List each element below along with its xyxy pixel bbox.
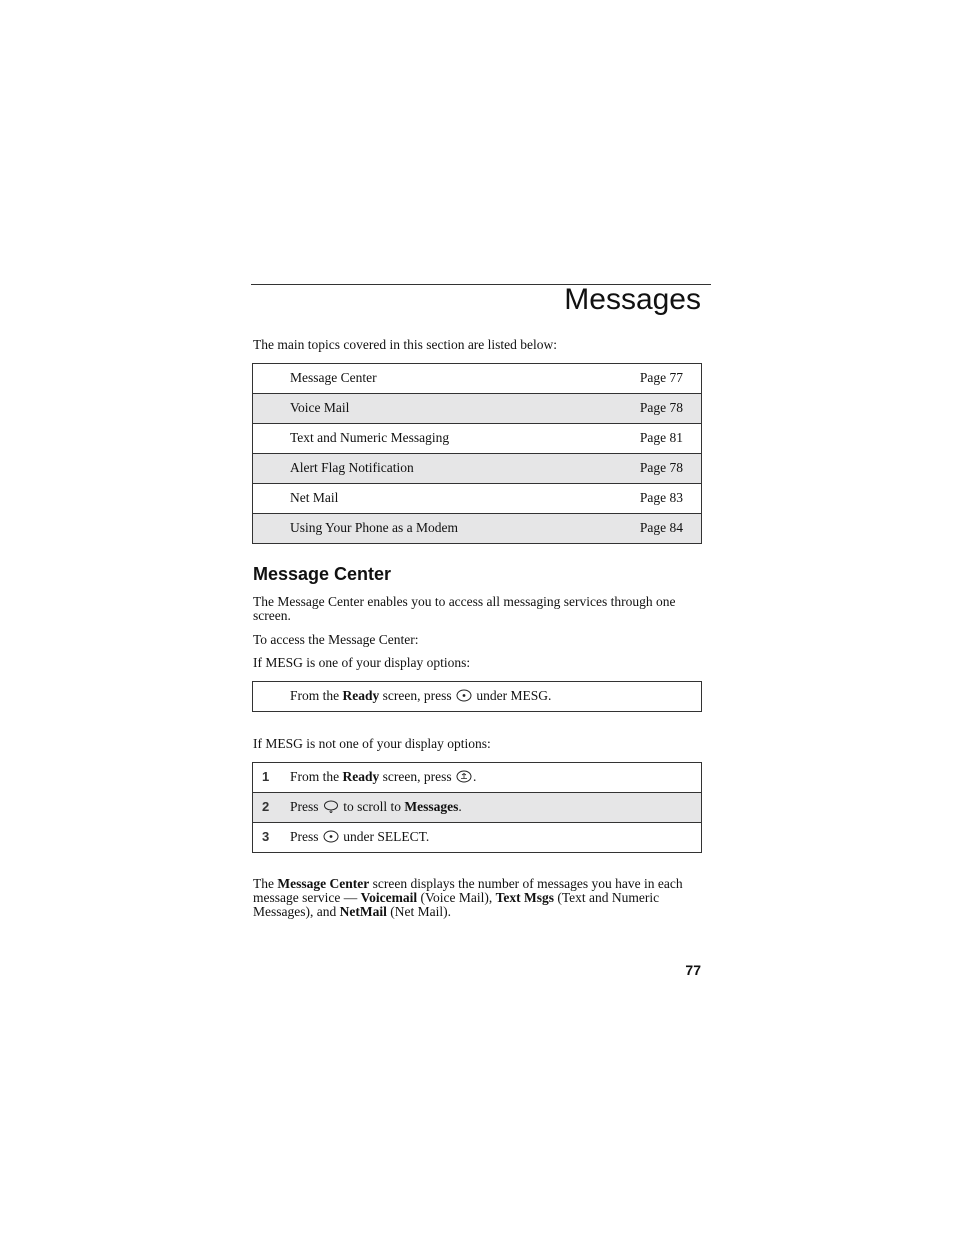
step-text: From the [290,769,343,784]
closing-text: (Text and Numeric Messages), and [253,890,660,919]
mesg-option-box [252,681,702,712]
closing-bold: Text Msgs [495,890,554,905]
topic-row [253,483,701,513]
page-number: 77 [685,962,701,978]
section-para-4: If MESG is not one of your display options: [253,736,491,751]
topic-page: Page 81 [639,430,683,445]
messages-label: Messages [404,799,459,814]
topics-table [252,363,702,544]
ready-screen-label: Ready [342,688,380,703]
step-row [253,763,701,792]
topic-row [253,453,701,483]
topic-row [253,423,701,453]
step-text: screen, press [379,769,455,784]
step-text: to scroll to [339,799,405,814]
instruction-text: From the [290,688,343,703]
ready-screen-label: Ready [342,769,380,784]
chapter-title: Messages [564,283,701,316]
step-number: 2 [262,799,270,814]
step-row [253,822,701,852]
closing-text: (Voice Mail), [417,890,496,905]
step-text: Press [290,829,322,844]
topic-page: Page 78 [639,400,683,415]
intro-text: The main topics covered in this section are listed below: [253,337,558,352]
instruction-row [253,682,701,711]
step-number: 1 [262,769,270,784]
closing-text: (Net Mail). [386,904,451,919]
topic-page: Page 83 [639,490,683,505]
step-text: Press [290,799,322,814]
scroll-key-icon [323,800,339,813]
closing-text: screen displays the number of messages you have in each message service — [253,876,683,905]
steps-table [252,762,702,853]
closing-bold: Voicemail [360,890,418,905]
closing-bold: Message Center [277,876,370,891]
closing-bold: NetMail [339,904,387,919]
topic-page: Page 77 [639,370,683,385]
topic-label: Text and Numeric Messaging [290,430,450,445]
option-key-icon [323,830,339,843]
instruction-text: under MESG. [472,688,552,703]
topic-label: Message Center [290,370,377,385]
step-row [253,792,701,822]
closing-paragraph [253,877,703,919]
topic-label: Alert Flag Notification [290,460,414,475]
step-text: . [472,769,477,784]
topic-row [253,513,701,543]
menu-key-icon [456,770,472,783]
topic-label: Voice Mail [290,400,350,415]
step-number: 3 [262,829,270,844]
step-text: . [458,799,462,814]
closing-text: The [253,876,278,891]
topic-page: Page 84 [639,520,683,535]
instruction-text: screen, press [379,688,455,703]
section-para-3: If MESG is one of your display options: [253,655,471,670]
topic-label: Net Mail [290,490,339,505]
section-para-1: The Message Center enables you to access all messaging services through one screen. [253,594,676,623]
topic-label: Using Your Phone as a Modem [290,520,459,535]
section-heading: Message Center [253,564,392,584]
step-text: under SELECT. [339,829,430,844]
section-para-2: To access the Message Center: [253,632,419,647]
topic-page: Page 78 [639,460,683,475]
topic-row [253,364,701,393]
topic-row [253,393,701,423]
option-key-icon [456,689,472,702]
